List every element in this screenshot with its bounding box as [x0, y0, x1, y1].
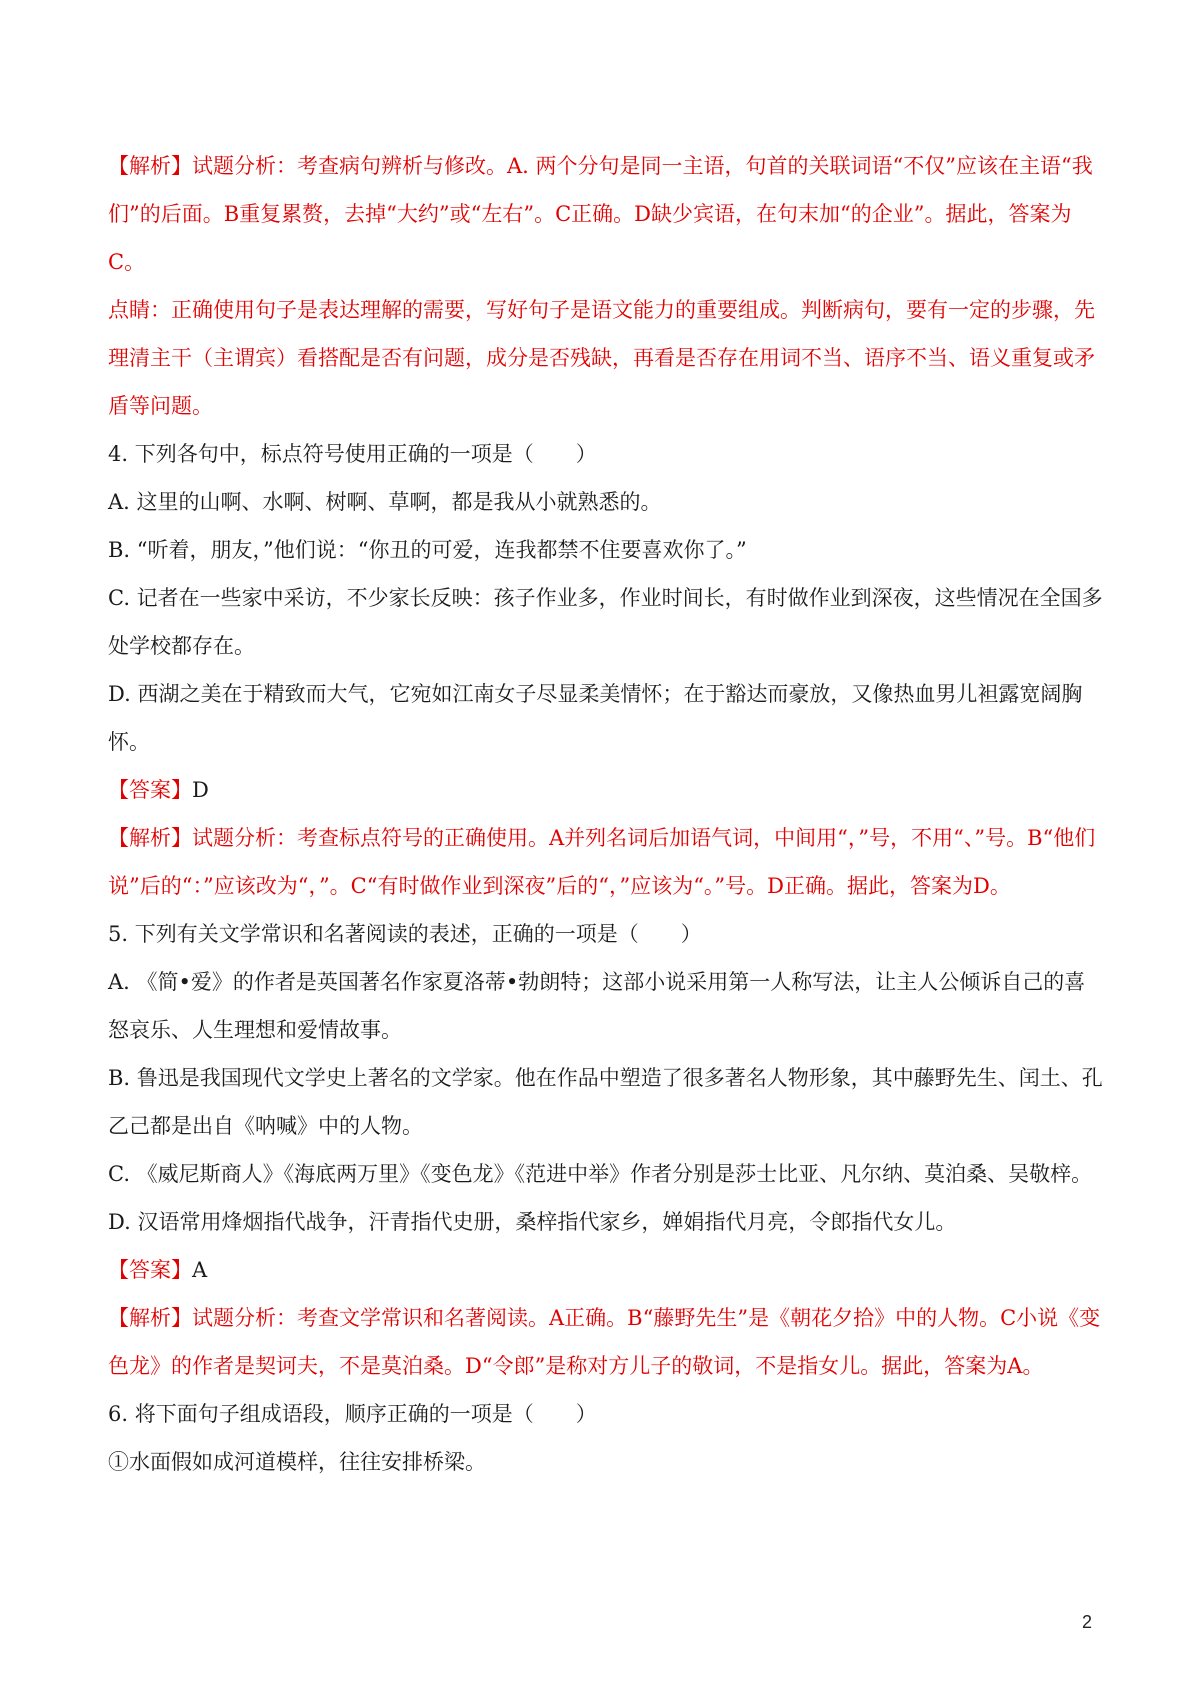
question-5-option-d: D. 汉语常用烽烟指代战争，汗青指代史册，桑梓指代家乡，婵娟指代月亮，令郎指代女儿。: [108, 1210, 957, 1234]
question-6-item-1: ①水面假如成河道模样，往往安排桥梁。: [108, 1450, 486, 1474]
question-4-option-b: B. “听着，朋友，”他们说：“你丑的可爱，连我都禁不住要喜欢你了。”: [108, 538, 747, 562]
question-5-option-b: B. 鲁迅是我国现代文学史上著名的文学家。他在作品中塑造了很多著名人物形象，其中藤野先生、闰土、孔乙己都是出自《呐喊》中的人物。: [108, 1066, 1103, 1138]
question-4-analysis: [108, 814, 1106, 910]
question-4-option-a: A. 这里的山啊、水啊、树啊、草啊，都是我从小就熟悉的。: [108, 490, 662, 514]
analysis-text: 试题分析：考查标点符号的正确使用。A并列名词后加语气词，中间用“，”号，不用“、”号。B“他们说”后的“：”应该改为“，”。C“有时做作业到深夜”后的“，”应该为“。”号。D正确。据此，答案为D。: [108, 826, 1096, 898]
analysis-text: 试题分析：考查文学常识和名著阅读。A正确。B“藤野先生”是《朝花夕拾》中的人物。C小说《变色龙》的作者是契诃夫，不是莫泊桑。D“令郎”是称对方儿子的敬词，不是指女儿。据此，答案为A。: [108, 1306, 1101, 1378]
question-6-stem: 6. 将下面句子组成语段，顺序正确的一项是（ ）: [108, 1402, 597, 1426]
page-number: 2: [1081, 1612, 1092, 1632]
analysis-text: 试题分析：考查病句辨析与修改。A. 两个分句是同一主语，句首的关联词语“不仅”应该在主语“我们”的后面。B重复累赘，去掉“大约”或“左右”。C正确。D缺少宾语，在句末加“的企业”。据此，答案为C。: [108, 154, 1093, 274]
question-4-answer: [108, 766, 1106, 814]
question-4-stem: 4. 下列各句中，标点符号使用正确的一项是（ ）: [108, 442, 597, 466]
question-5-option-a: A. 《简•爱》的作者是英国著名作家夏洛蒂•勃朗特；这部小说采用第一人称写法，让主人公倾诉自己的喜怒哀乐、人生理想和爱情故事。: [108, 970, 1086, 1042]
question-5-answer: [108, 1246, 1106, 1294]
answer-value: D: [192, 778, 209, 802]
document-body: [108, 142, 1106, 1486]
analysis-paragraph-q3: [108, 142, 1106, 286]
question-4-option-d: D. 西湖之美在于精致而大气，它宛如江南女子尽显柔美情怀；在于豁达而豪放，又像热血男儿袒露宽阔胸怀。: [108, 682, 1083, 754]
answer-tag: 【答案】: [108, 1258, 192, 1282]
analysis-tag: 【解析】: [108, 154, 192, 178]
question-5-analysis: [108, 1294, 1106, 1390]
analysis-tag: 【解析】: [108, 1306, 192, 1330]
question-5-option-c: C. 《威尼斯商人》《海底两万里》《变色龙》《范进中举》作者分别是莎士比亚、凡尔纳、莫泊桑、吴敬梓。: [108, 1162, 1093, 1186]
analysis-tag: 【解析】: [108, 826, 192, 850]
answer-value: A: [192, 1258, 208, 1282]
question-4-option-c: C. 记者在一些家中采访，不少家长反映：孩子作业多，作业时间长，有时做作业到深夜，这些情况在全国多处学校都存在。: [108, 586, 1103, 658]
tip-paragraph: 点睛：正确使用句子是表达理解的需要，写好句子是语文能力的重要组成。判断病句，要有一定的步骤，先理清主干（主谓宾）看搭配是否有问题，成分是否残缺，再看是否存在用词不当、语序不当、语义重复或矛盾等问题。: [108, 298, 1095, 418]
question-5-stem: 5. 下列有关文学常识和名著阅读的表述，正确的一项是（ ）: [108, 922, 702, 946]
answer-tag: 【答案】: [108, 778, 192, 802]
